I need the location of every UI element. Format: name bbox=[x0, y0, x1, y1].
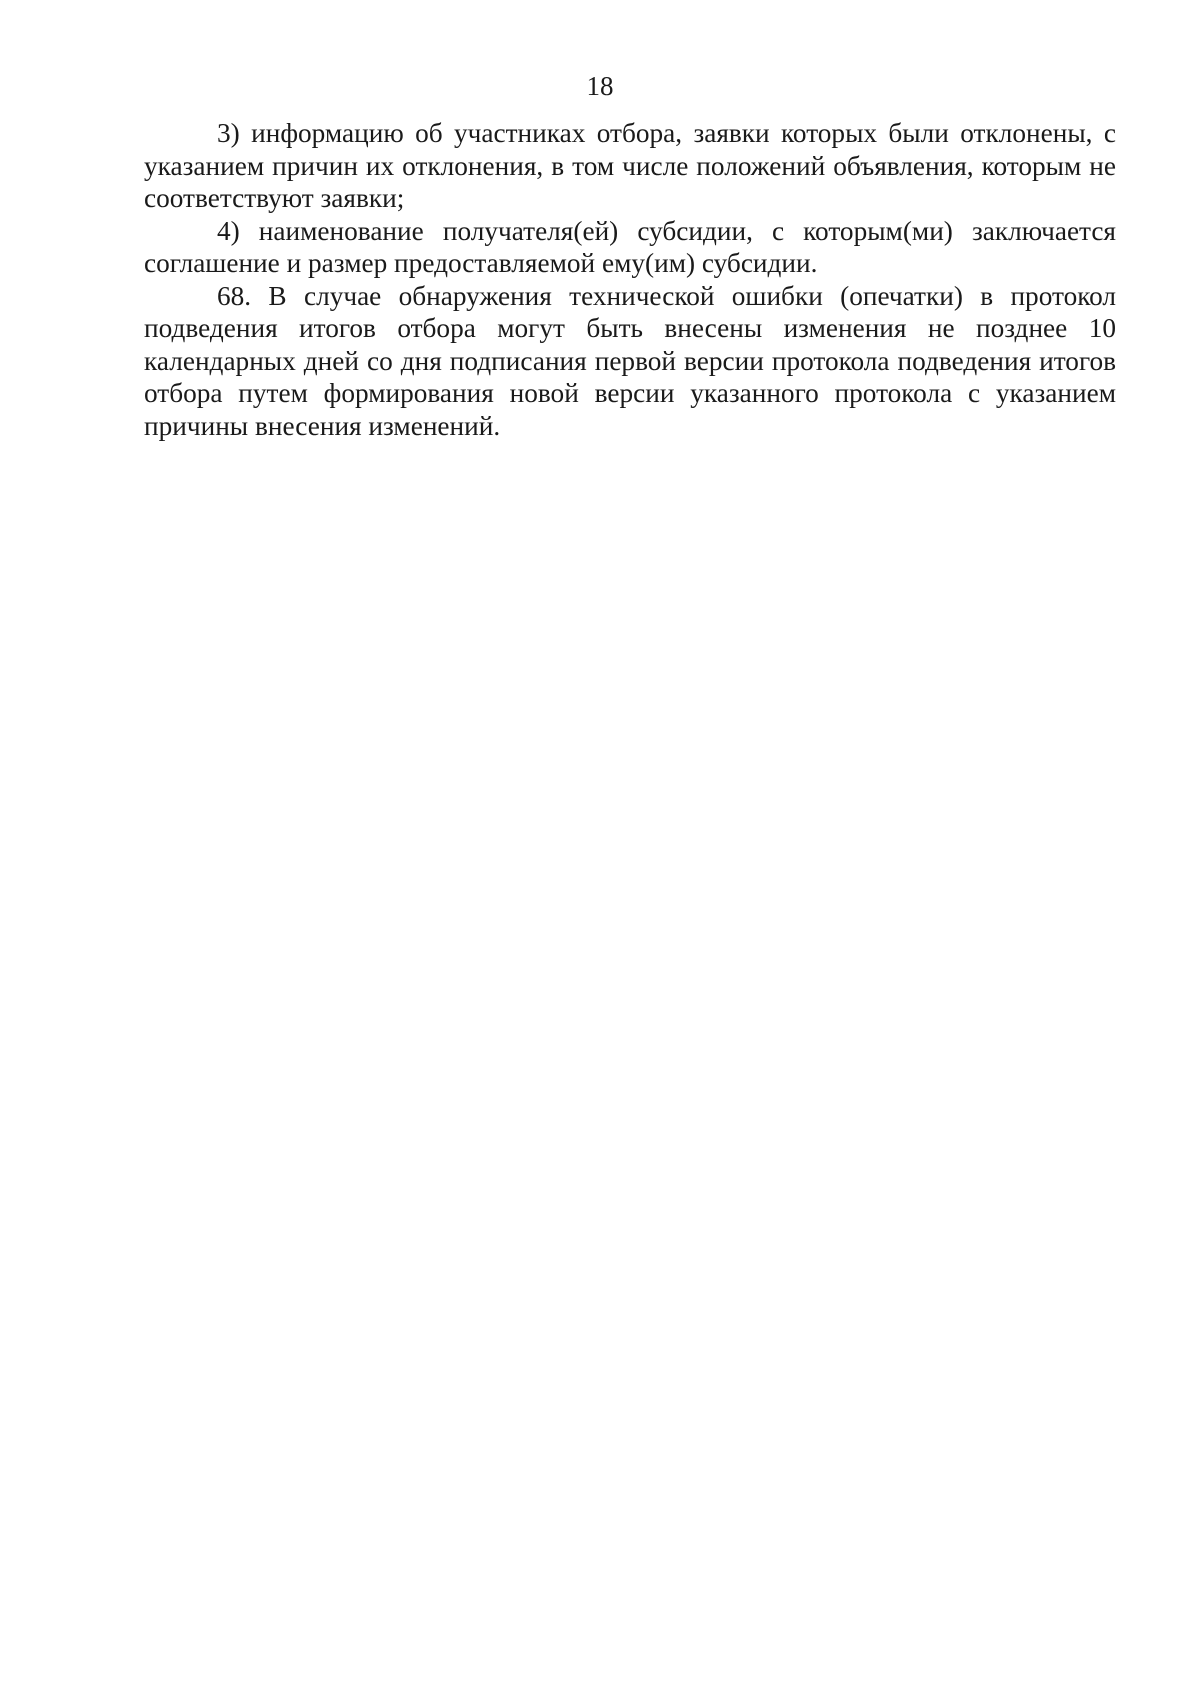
paragraph-item-68: 68. В случае обнаружения технической ошибки (опечатки) в протокол подведения итогов отбора могут быть внесены изменения не позднее 10 календарных дней со дня подписания первой версии протокола подведения итогов отбора путем формирования новой версии указанного протокола с указанием причины внесения изменений. bbox=[144, 280, 1116, 441]
document-body bbox=[144, 117, 1116, 442]
page-number: 18 bbox=[586, 71, 614, 101]
paragraph-item-4: 4) наименование получателя(ей) субсидии, с которым(ми) заключается соглашение и размер предоставляемой ему(им) субсидии. bbox=[144, 215, 1116, 278]
paragraph-item-3: 3) информацию об участниках отбора, заявки которых были отклонены, с указанием причин их отклонения, в том числе положений объявления, которым не соответствуют заявки; bbox=[144, 118, 1116, 213]
